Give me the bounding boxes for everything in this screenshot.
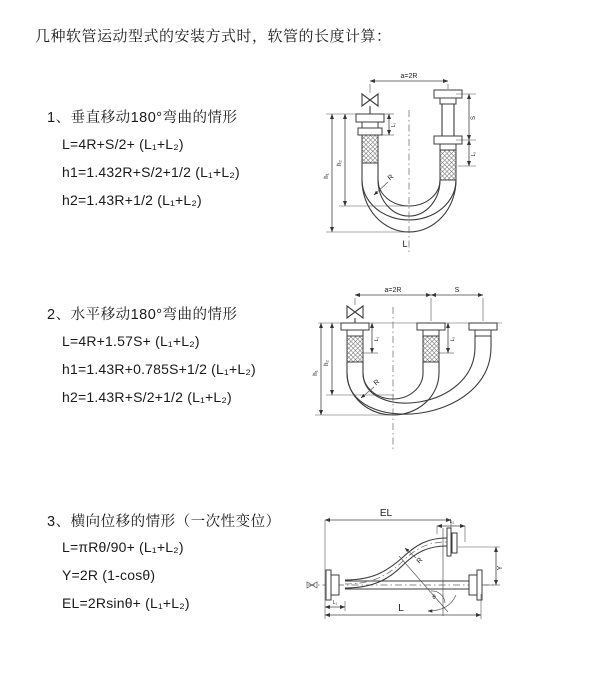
formula: h2=1.43R+S/2+1/2 (L₁+L₂): [62, 389, 232, 405]
dim-label-s: S: [454, 287, 460, 294]
flange: [469, 323, 497, 330]
middle-hose-leg: [417, 323, 445, 373]
right-hose-leg: [434, 90, 462, 180]
left-hose-leg: [326, 114, 384, 180]
dim-label-h1: h₁: [313, 370, 319, 376]
dimension-el: [325, 508, 451, 619]
dim-label-s: S: [471, 115, 477, 121]
dim-label-h1: h₁: [324, 173, 330, 179]
formula: h2=1.43R+1/2 (L₁+L₂): [62, 192, 202, 208]
formula: Y=2R (1-cosθ): [62, 567, 156, 583]
diagram-lateral-displacement: [298, 498, 598, 648]
dim-label-r: R: [372, 378, 382, 388]
dim-label-l1: L₁: [374, 336, 380, 342]
dim-label-l2: L₂: [449, 519, 455, 525]
diagram-vertical-180-bend: [312, 68, 590, 264]
valve-icon: [347, 306, 363, 323]
formula: h1=1.43R+0.785S+1/2 (L₁+L₂): [62, 361, 256, 377]
hose-u-bends: [347, 347, 491, 415]
dim-label-l: L: [398, 603, 404, 614]
page-title: 几种软管运动型式的安装方式时，软管的长度计算：: [35, 28, 392, 45]
formula: EL=2Rsinθ+ (L₁+L₂): [62, 595, 190, 611]
radius-callout: [374, 174, 395, 195]
formula: L=πRθ/90+ (L₁+L₂): [62, 539, 184, 555]
braided-section: [423, 336, 439, 362]
section2-heading: 2、水平移动180°弯曲的情形: [47, 307, 238, 323]
dim-label-h2: h₂: [324, 360, 330, 366]
section3-heading: 3、横向位移的情形（一次性变位）: [47, 514, 281, 530]
braided-section: [440, 150, 456, 180]
dim-label-l1: L₁: [332, 600, 338, 606]
dimension-l: [325, 594, 481, 619]
dimension-l1: [325, 600, 345, 611]
dim-label-h2: h₂: [337, 160, 343, 166]
dimension-a2r: [355, 287, 431, 295]
diagram-horizontal-180-bend: [306, 283, 591, 461]
dimension-s: [456, 94, 477, 140]
right-flange: [469, 570, 482, 600]
right-hose-leg: [469, 323, 497, 347]
braided-section: [347, 336, 363, 362]
dim-label-el: EL: [379, 508, 393, 519]
dim-label-l1: L₁: [391, 122, 397, 128]
radius-callout: [405, 548, 424, 565]
formula: h1=1.432R+S/2+1/2 (L₁+L₂): [62, 164, 240, 180]
dim-label-l2: L₂: [471, 151, 477, 157]
left-flange: [326, 570, 339, 600]
dim-label-a2r: a=2R: [384, 287, 402, 294]
dim-label-theta: θ: [432, 595, 436, 601]
dim-label-y: Y: [497, 565, 504, 571]
dim-label-l2: L₂: [450, 336, 456, 342]
braided-section: [362, 135, 378, 163]
dimension-s: [431, 287, 483, 295]
displaced-flange: [447, 528, 457, 556]
flange: [417, 323, 445, 330]
flange: [356, 114, 384, 122]
formula: L=4R+S/2+ (L₁+L₂): [62, 136, 184, 152]
dim-label-a2r: a=2R: [400, 73, 418, 80]
flange: [341, 323, 369, 330]
left-hose-leg: [341, 323, 369, 373]
valve-icon: [362, 94, 378, 114]
dim-label-l: L: [402, 239, 408, 249]
dim-label-r: R: [386, 173, 396, 183]
formula: L=4R+1.57S+ (L₁+L₂): [62, 333, 200, 349]
section1-heading: 1、垂直移动180°弯曲的情形: [47, 110, 238, 126]
dim-label-r: R: [415, 556, 425, 566]
